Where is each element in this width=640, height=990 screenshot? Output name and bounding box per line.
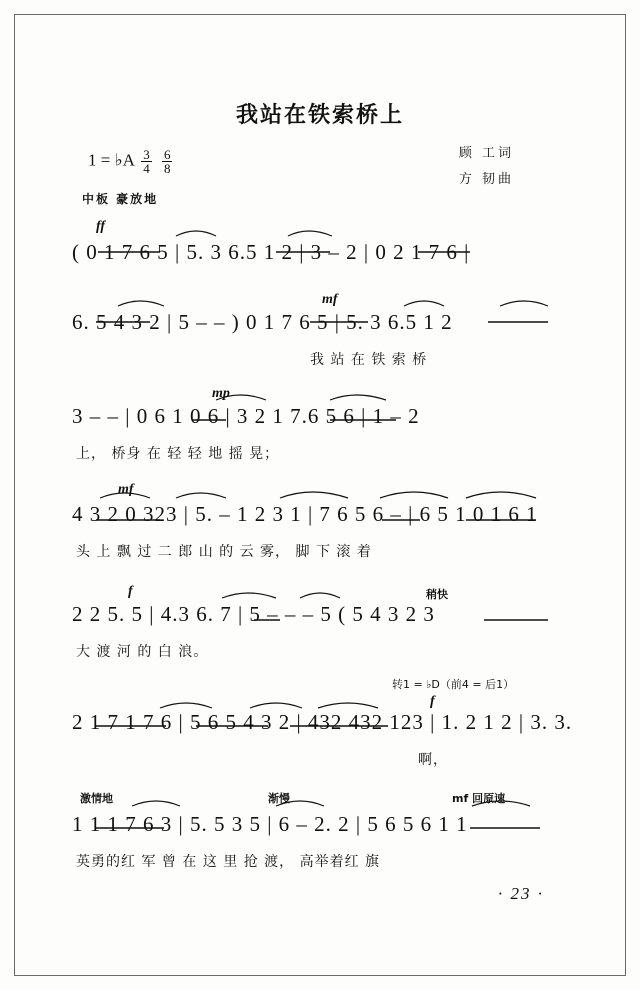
lyrics-row-4: 头 上 飘 过 二 郎 山 的 云 雾， 脚 下 滚 着 [76, 544, 372, 560]
dynamic-f-2: f [430, 694, 435, 709]
lyrics-row-7: 英勇的红 军 曾 在 这 里 抢 渡， 高举着红 旗 [76, 854, 381, 870]
key-signature: 1 = ♭A [88, 150, 134, 170]
expression-slower: 渐慢 [268, 792, 290, 805]
lyrics-row-2: 我 站 在 铁 索 桥 [310, 352, 428, 368]
dynamic-mf-2: mf [118, 482, 134, 497]
meter-6-8: $\frac{6}{8}$ [163, 147, 171, 176]
credit-composer: 方 韧曲 [458, 172, 514, 187]
lyrics-row-3: 上， 桥身 在 轻 轻 地 摇 晃； [76, 446, 280, 462]
notation-row-1: ( 0 1 7 6 5 | 5. 3 6.5 1 2 | 3 – 2 | 0 2 1 7 6 | [72, 240, 470, 264]
notation-row-7: 1 1 1 7 6 3 | 5. 5 3 5 | 6 – 2. 2 | 5 6 5 6 1 1 [72, 812, 468, 836]
expression-a-tempo: mf 回原速 [452, 792, 506, 805]
music-system-4 [72, 502, 582, 561]
page-number: · 23 · [498, 884, 544, 903]
tempo-faster: 稍快 [426, 588, 448, 601]
music-system-6 [72, 710, 582, 769]
music-system-1 [72, 240, 582, 265]
music-system-3 [72, 404, 582, 463]
modulation-note: 转1 = ♭D（前4 = 后1） [392, 678, 515, 691]
expression-passionate: 激情地 [80, 792, 113, 805]
dynamic-mp: mp [212, 386, 230, 401]
lyrics-row-6: 啊， [418, 752, 448, 768]
notation-row-4: 4 3 2 0 323 | 5. – 1 2 3 1 | 7 6 5 6 – | 6 5 1 0 1 6 1 [72, 502, 538, 526]
notation-row-3: 3 – – | 0 6 1 0 6 | 3 2 1 7.6 5 6 | 1 – 2 [72, 404, 420, 428]
notation-row-6: 2 1 7 1 7 6 | 5 6 5 4 3 2 | 432 432 123 | 1. 2 1 2 | 3. 3. [72, 710, 573, 734]
tempo-marking: 中板 豪放地 [82, 192, 159, 206]
dynamic-f-1: f [128, 584, 133, 599]
notation-row-2: 6. 5 4 3 2 | 5 – – ) 0 1 7 6 5 | 5. 3 6.5 1 2 [72, 310, 453, 334]
music-system-2 [72, 310, 582, 369]
meter-3-4: $\frac{3}{4}$ [143, 147, 150, 176]
music-system-5 [72, 602, 582, 661]
lyrics-row-5: 大 渡 河 的 白 浪。 [76, 644, 209, 660]
page-title: 我站在铁索桥上 [235, 103, 404, 128]
key-signature-block [88, 148, 175, 175]
dynamic-mf-1: mf [322, 292, 338, 307]
credit-lyricist: 顾 工词 [458, 146, 514, 161]
dynamic-ff: ff [96, 219, 106, 234]
music-system-7 [72, 812, 582, 871]
notation-row-5: 2 2 5. 5 | 4.3 6. 7 | 5 – – – 5 ( 5 4 3 2 3 [72, 602, 435, 626]
